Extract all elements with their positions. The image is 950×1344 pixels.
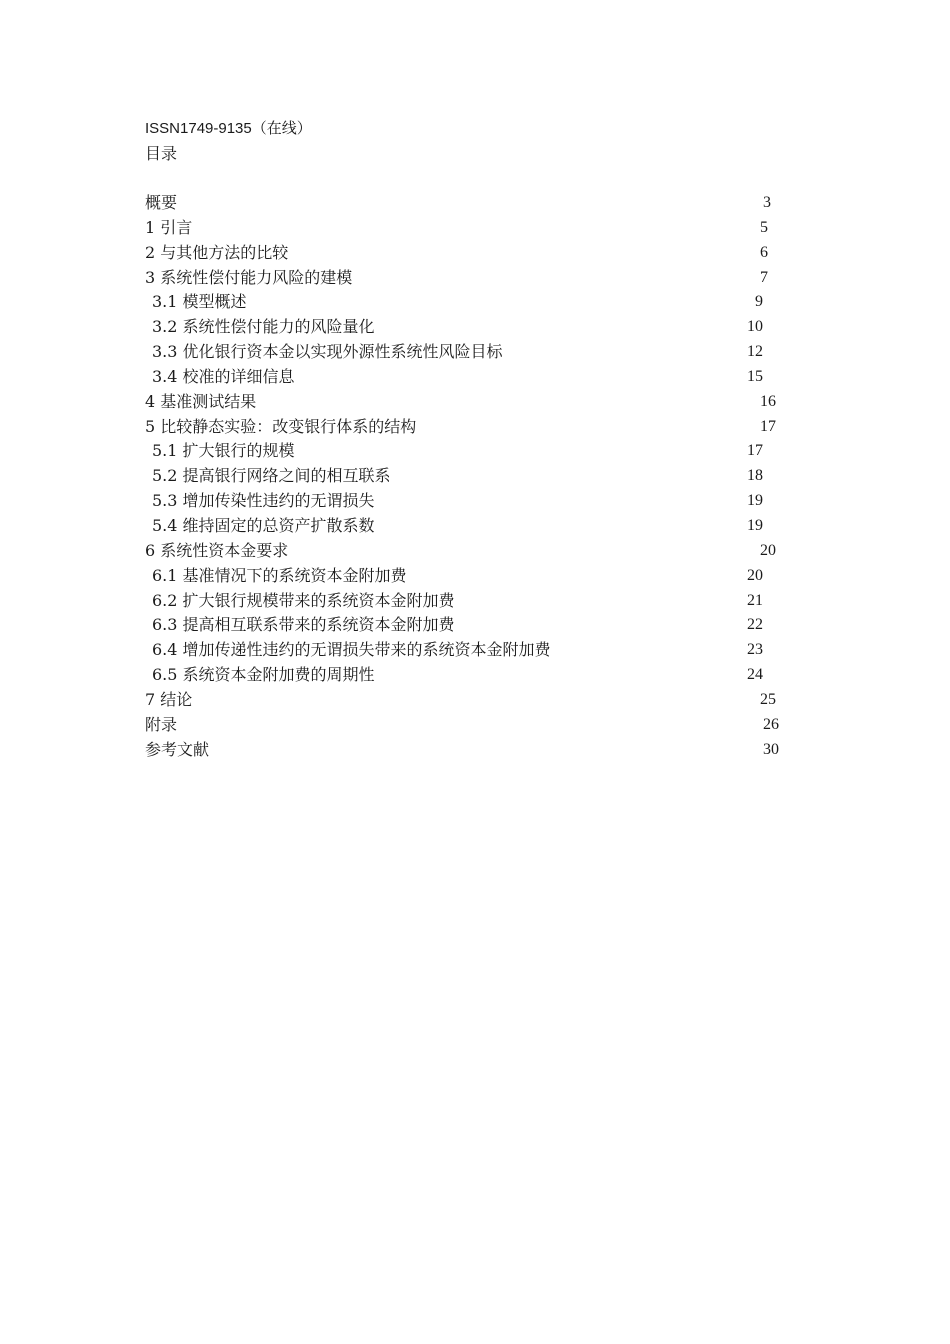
toc-entry-page: 17 <box>747 442 763 460</box>
toc-entry-title: 3.1 模型概述 <box>152 292 247 312</box>
toc-entry-6 <box>0 540 950 565</box>
toc-entry-title: 7 结论 <box>145 689 193 709</box>
issn-online-note: （在线） <box>251 119 312 137</box>
toc-entry-1 <box>0 217 950 242</box>
toc-entry-page: 23 <box>747 641 763 659</box>
toc-entry-page: 30 <box>763 740 779 758</box>
toc-entry-3-3 <box>0 341 950 366</box>
toc-entry-3-2 <box>0 316 950 341</box>
toc-entry-2 <box>0 242 950 267</box>
issn-number: ISSN1749-9135 <box>145 120 252 137</box>
toc-entry-page: 18 <box>747 467 763 485</box>
toc-entry-summary <box>0 192 950 217</box>
toc-entry-title: 4 基准测试结果 <box>145 391 257 411</box>
toc-entry-title: 6.5 系统资本金附加费的周期性 <box>152 665 375 685</box>
toc-entry-page: 15 <box>747 367 763 385</box>
toc-entry-references <box>0 739 950 764</box>
toc-entry-5-3 <box>0 490 950 515</box>
toc-entry-title: 5.4 维持固定的总资产扩散系数 <box>152 515 375 535</box>
toc-entry-page: 9 <box>755 293 763 311</box>
toc-entry-6-2 <box>0 590 950 615</box>
toc-entry-title: 3.3 优化银行资本金以实现外源性系统性风险目标 <box>152 342 503 362</box>
toc-entry-page: 20 <box>747 566 763 584</box>
toc-entry-appendix <box>0 714 950 739</box>
toc-entry-title: 5 比较静态实验：改变银行体系的结构 <box>145 416 417 436</box>
toc-entry-page: 3 <box>763 194 771 211</box>
toc-entry-title: 3.2 系统性偿付能力的风险量化 <box>152 317 375 337</box>
toc-entry-5-1 <box>0 440 950 465</box>
toc-entry-title: 概要 <box>145 193 178 212</box>
toc-entry-page: 17 <box>760 417 776 435</box>
toc-entry-title: 3.4 校准的详细信息 <box>152 366 295 386</box>
toc-entry-page: 25 <box>760 690 776 708</box>
toc-entry-page: 21 <box>747 591 763 609</box>
toc-entry-6-3 <box>0 614 950 639</box>
toc-entry-title: 附录 <box>145 714 178 734</box>
toc-entry-page: 19 <box>747 492 763 510</box>
toc-entry-title: 5.3 增加传染性违约的无谓损失 <box>152 491 375 511</box>
toc-entry-title: 6.4 增加传递性违约的无谓损失带来的系统资本金附加费 <box>152 640 551 660</box>
toc-entry-5-4 <box>0 515 950 540</box>
toc-entry-title: 5.2 提高银行网络之间的相互联系 <box>152 466 391 486</box>
toc-entry-7 <box>0 689 950 714</box>
toc-entry-4 <box>0 391 950 416</box>
toc-entry-page: 20 <box>760 541 776 559</box>
toc-entry-page: 7 <box>760 268 768 286</box>
toc-entry-page: 6 <box>760 243 768 261</box>
toc-entry-page: 16 <box>760 392 776 410</box>
toc-entry-5 <box>0 416 950 441</box>
toc-entry-page: 5 <box>760 218 768 236</box>
toc-entry-6-5 <box>0 664 950 689</box>
toc-entry-3 <box>0 267 950 292</box>
toc-entry-page: 10 <box>747 318 763 336</box>
toc-entry-title: 6.3 提高相互联系带来的系统资本金附加费 <box>152 615 455 635</box>
toc-entry-title: 2 与其他方法的比较 <box>145 242 289 262</box>
toc-entry-title: 1 引言 <box>145 217 193 237</box>
toc-entry-5-2 <box>0 465 950 490</box>
table-of-contents <box>0 192 950 763</box>
toc-entry-title: 参考文献 <box>145 739 210 759</box>
toc-entry-3-1 <box>0 291 950 316</box>
toc-entry-3-4 <box>0 366 950 391</box>
toc-entry-page: 26 <box>763 715 779 733</box>
toc-entry-title: 6.1 基准情况下的系统资本金附加费 <box>152 565 407 585</box>
toc-entry-title: 3 系统性偿付能力风险的建模 <box>145 267 353 287</box>
issn-line <box>145 119 312 138</box>
toc-entry-page: 12 <box>747 343 763 361</box>
toc-heading: 目录 <box>145 144 178 163</box>
toc-entry-title: 5.1 扩大银行的规模 <box>152 441 295 461</box>
toc-entry-page: 24 <box>747 666 763 684</box>
toc-entry-page: 19 <box>747 516 763 534</box>
toc-entry-title: 6.2 扩大银行规模带来的系统资本金附加费 <box>152 590 455 610</box>
toc-entry-title: 6 系统性资本金要求 <box>145 540 289 560</box>
toc-entry-6-4 <box>0 639 950 664</box>
toc-entry-6-1 <box>0 565 950 590</box>
toc-entry-page: 22 <box>747 616 763 634</box>
